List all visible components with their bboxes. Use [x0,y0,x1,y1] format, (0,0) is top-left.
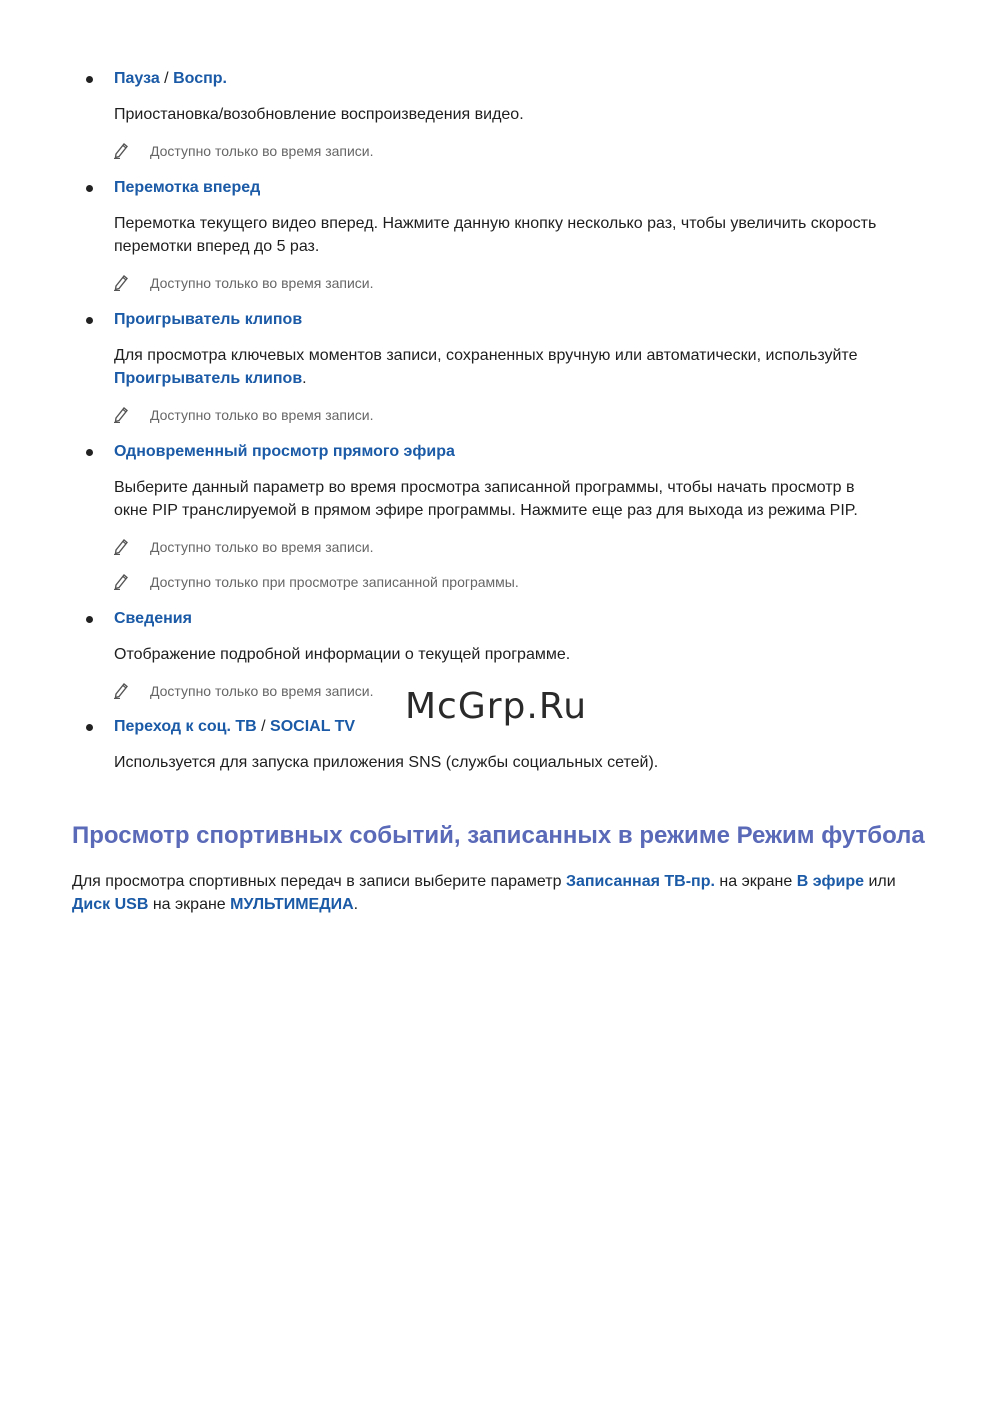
description-line: перемотки вперед до 5 раз. [114,238,320,255]
note-text: Доступно только во время записи. [150,143,374,159]
item-title: Перемотка вперед [114,179,261,196]
item-description [114,344,934,390]
section-text: или [864,873,896,890]
note-text: Доступно только во время записи. [150,275,374,291]
section-line [72,870,932,893]
bullet-dot [86,616,93,623]
pencil-icon [112,572,130,590]
note [114,272,946,294]
recorded-tv-link: Записанная ТВ-пр. [565,873,715,890]
item-description [114,476,934,522]
title-pause: Пауза [114,70,160,87]
list-item-pause-play [86,68,946,162]
section-text: на экране [714,873,797,890]
section-paragraph [72,870,932,916]
section-text: на экране [148,896,231,913]
section-line [72,893,932,916]
title-separator: / [256,718,271,735]
title-social-tv: SOCIAL TV [270,718,356,735]
bullet-dot [86,76,93,83]
note [114,536,946,558]
section-text: . [353,896,359,913]
list-item-fast-forward [86,177,946,294]
list-item-live-pip [86,441,946,593]
pencil-icon [112,141,130,159]
title-social: Переход к соц. ТВ [114,718,257,735]
item-title: Сведения [114,610,192,627]
note [114,140,946,162]
description-line: Перемотка текущего видео вперед. Нажмите данную кнопку несколько раз, чтобы увеличить скорость [114,215,877,232]
title-play: Воспр. [173,70,227,87]
bullet-dot [86,185,93,192]
description-line: окне PIP транслируемой в прямом эфире программы. Нажмите еще раз для выхода из режима PIP. [114,502,858,519]
description-end: . [302,370,307,387]
title-separator: / [159,70,174,87]
section-heading: Просмотр спортивных событий, записанных в режиме Режим футбола [72,822,925,849]
item-description: Отображение подробной информации о текущей программе. [114,646,571,663]
item-description: Используется для запуска приложения SNS (службы социальных сетей). [114,754,659,771]
pencil-icon [112,273,130,291]
section-text: Для просмотра спортивных передач в записи выберите параметр [72,873,566,890]
item-title: Проигрыватель клипов [114,311,303,328]
item-description: Приостановка/возобновление воспроизведения видео. [114,106,524,123]
note-text: Доступно только во время записи. [150,539,374,555]
bullet-dot [86,449,93,456]
item-title: Одновременный просмотр прямого эфира [114,443,455,460]
pencil-icon [112,405,130,423]
live-tv-link: В эфире [796,873,865,890]
pencil-icon [112,681,130,699]
description-line: Выберите данный параметр во время просмотра записанной программы, чтобы начать просмотр в [114,479,855,496]
pencil-icon [112,537,130,555]
note-text: Доступно только при просмотре записанной программы. [150,574,519,590]
bullet-dot [86,724,93,731]
usb-disk-link: Диск USB [72,896,149,913]
description-line: Для просмотра ключевых моментов записи, сохраненных вручную или автоматически, используйте [114,347,858,364]
list-item-clip-player [86,309,946,426]
multimedia-link: МУЛЬТИМЕДИА [230,896,354,913]
watermark-text: McGrp.Ru [405,686,588,727]
item-title [114,68,946,90]
clip-player-link: Проигрыватель клипов [114,370,303,387]
note [114,571,946,593]
item-description [114,212,934,258]
bullet-dot [86,317,93,324]
note-text: Доступно только во время записи. [150,683,374,699]
note-text: Доступно только во время записи. [150,407,374,423]
note [114,404,946,426]
